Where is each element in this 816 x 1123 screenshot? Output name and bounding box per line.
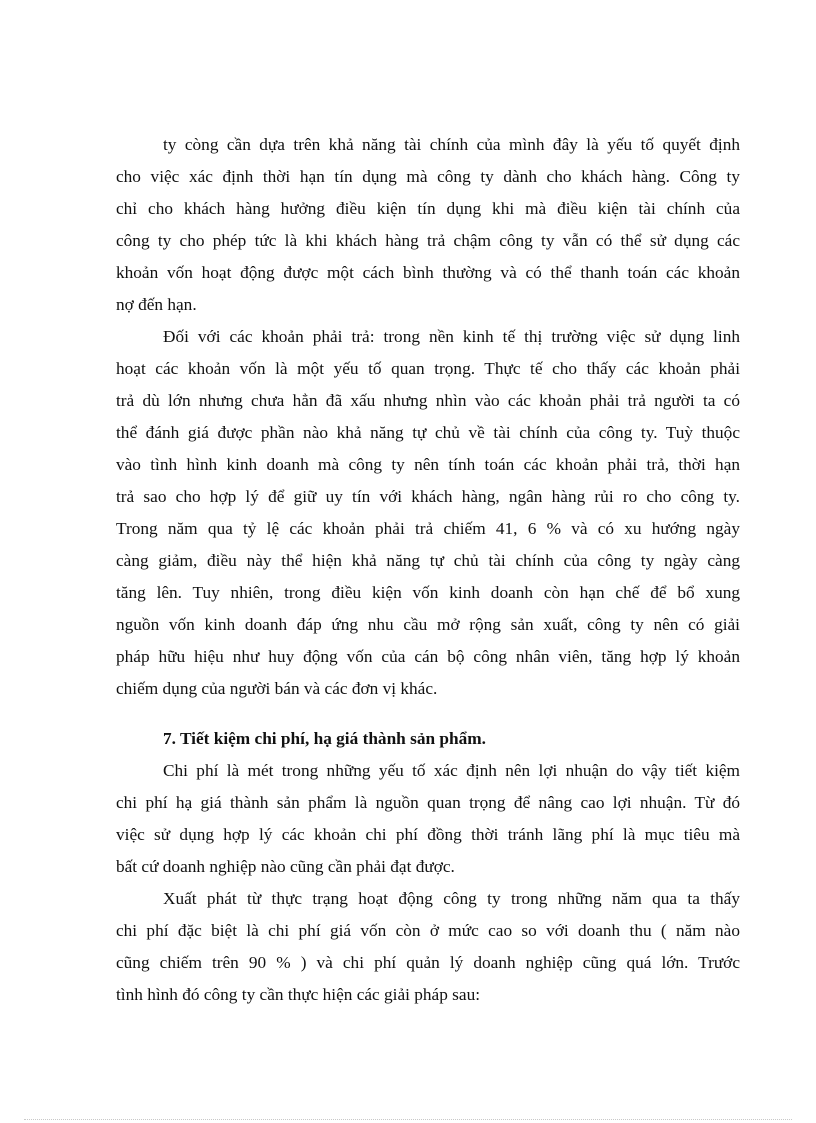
text-line: cũng chiếm trên 90 % ) và chi phí quản lý doanh nghiệp cũng quá lớn. Trước: [116, 953, 740, 972]
text-line: hoạt các khoản vốn là một yếu tố quan trọng. Thực tế cho thấy các khoản phải: [116, 359, 740, 378]
paragraph-current-situation: [116, 883, 740, 1011]
text-line: chi phí đặc biệt là chi phí giá vốn còn ở mức cao so với doanh thu ( năm nào: [116, 921, 740, 940]
text-line: chiếm dụng của người bán và các đơn vị khác.: [116, 679, 438, 698]
text-line: tăng lên. Tuy nhiên, trong điều kiện vốn kinh doanh còn hạn chế để bổ xung: [116, 583, 740, 602]
text-line: vào tình hình kinh doanh mà công ty nên tính toán các khoản phải trả, thời hạn: [116, 455, 740, 474]
document-body: [116, 129, 740, 1011]
text-line: Chi phí là mét trong những yếu tố xác định nên lợi nhuận do vậy tiết kiệm: [163, 761, 740, 780]
paragraph-payables: [116, 321, 740, 705]
text-line: pháp hữu hiệu như huy động vốn của cán bộ công nhân viên, tăng hợp lý khoản: [116, 647, 740, 666]
text-line: chi phí hạ giá thành sản phẩm là nguồn quan trọng để nâng cao lợi nhuận. Từ đó: [116, 793, 740, 812]
text-line: nguồn vốn kinh doanh đáp ứng nhu cầu mở rộng sản xuất, công ty nên có giải: [116, 615, 740, 634]
text-line: Đối với các khoản phải trả: trong nền kinh tế thị trường việc sử dụng linh: [163, 327, 740, 346]
text-line: trả dù lớn nhưng chưa hẳn đã xấu nhưng nhìn vào các khoản phải trả người ta có: [116, 391, 740, 410]
text-line: trả sao cho hợp lý để giữ uy tín với khách hàng, ngân hàng rủi ro cho công ty.: [116, 487, 740, 506]
text-line: khoản vốn hoạt động được một cách bình thường và có thể thanh toán các khoản: [116, 263, 740, 282]
text-line: công ty cho phép tức là khi khách hàng trả chậm công ty vẫn có thể sử dụng các: [116, 231, 740, 250]
text-line: càng giảm, điều này thể hiện khả năng tự chủ tài chính của công ty ngày càng: [116, 551, 740, 570]
text-line: Trong năm qua tỷ lệ các khoản phải trả chiếm 41, 6 % và có xu hướng ngày: [116, 519, 740, 538]
paragraph-cost-saving: [116, 755, 740, 883]
paragraph-credit-terms: [116, 129, 740, 321]
page-bottom-border: [24, 1119, 792, 1120]
text-line: việc sử dụng hợp lý các khoản chi phí đồng thời tránh lãng phí là mục tiêu mà: [116, 825, 740, 844]
text-line: ty còng cần dựa trên khả năng tài chính của mình đây là yếu tố quyết định: [163, 135, 740, 154]
text-line: nợ đến hạn.: [116, 295, 197, 314]
section-heading: 7. Tiết kiệm chi phí, hạ giá thành sản phẩm.: [163, 729, 486, 748]
section-spacer: [116, 705, 740, 723]
text-line: chỉ cho khách hàng hưởng điều kiện tín dụng khi mà điều kiện tài chính của: [116, 199, 740, 218]
text-line: Xuất phát từ thực trạng hoạt động công ty trong những năm qua ta thấy: [163, 889, 740, 908]
text-line: tình hình đó công ty cần thực hiện các giải pháp sau:: [116, 985, 481, 1004]
text-line: thể đánh giá được phần nào khả năng tự chủ về tài chính của công ty. Tuỳ thuộc: [116, 423, 740, 442]
text-line: bất cứ doanh nghiệp nào cũng cần phải đạt được.: [116, 857, 455, 876]
text-line: cho việc xác định thời hạn tín dụng mà công ty dành cho khách hàng. Công ty: [116, 167, 740, 186]
